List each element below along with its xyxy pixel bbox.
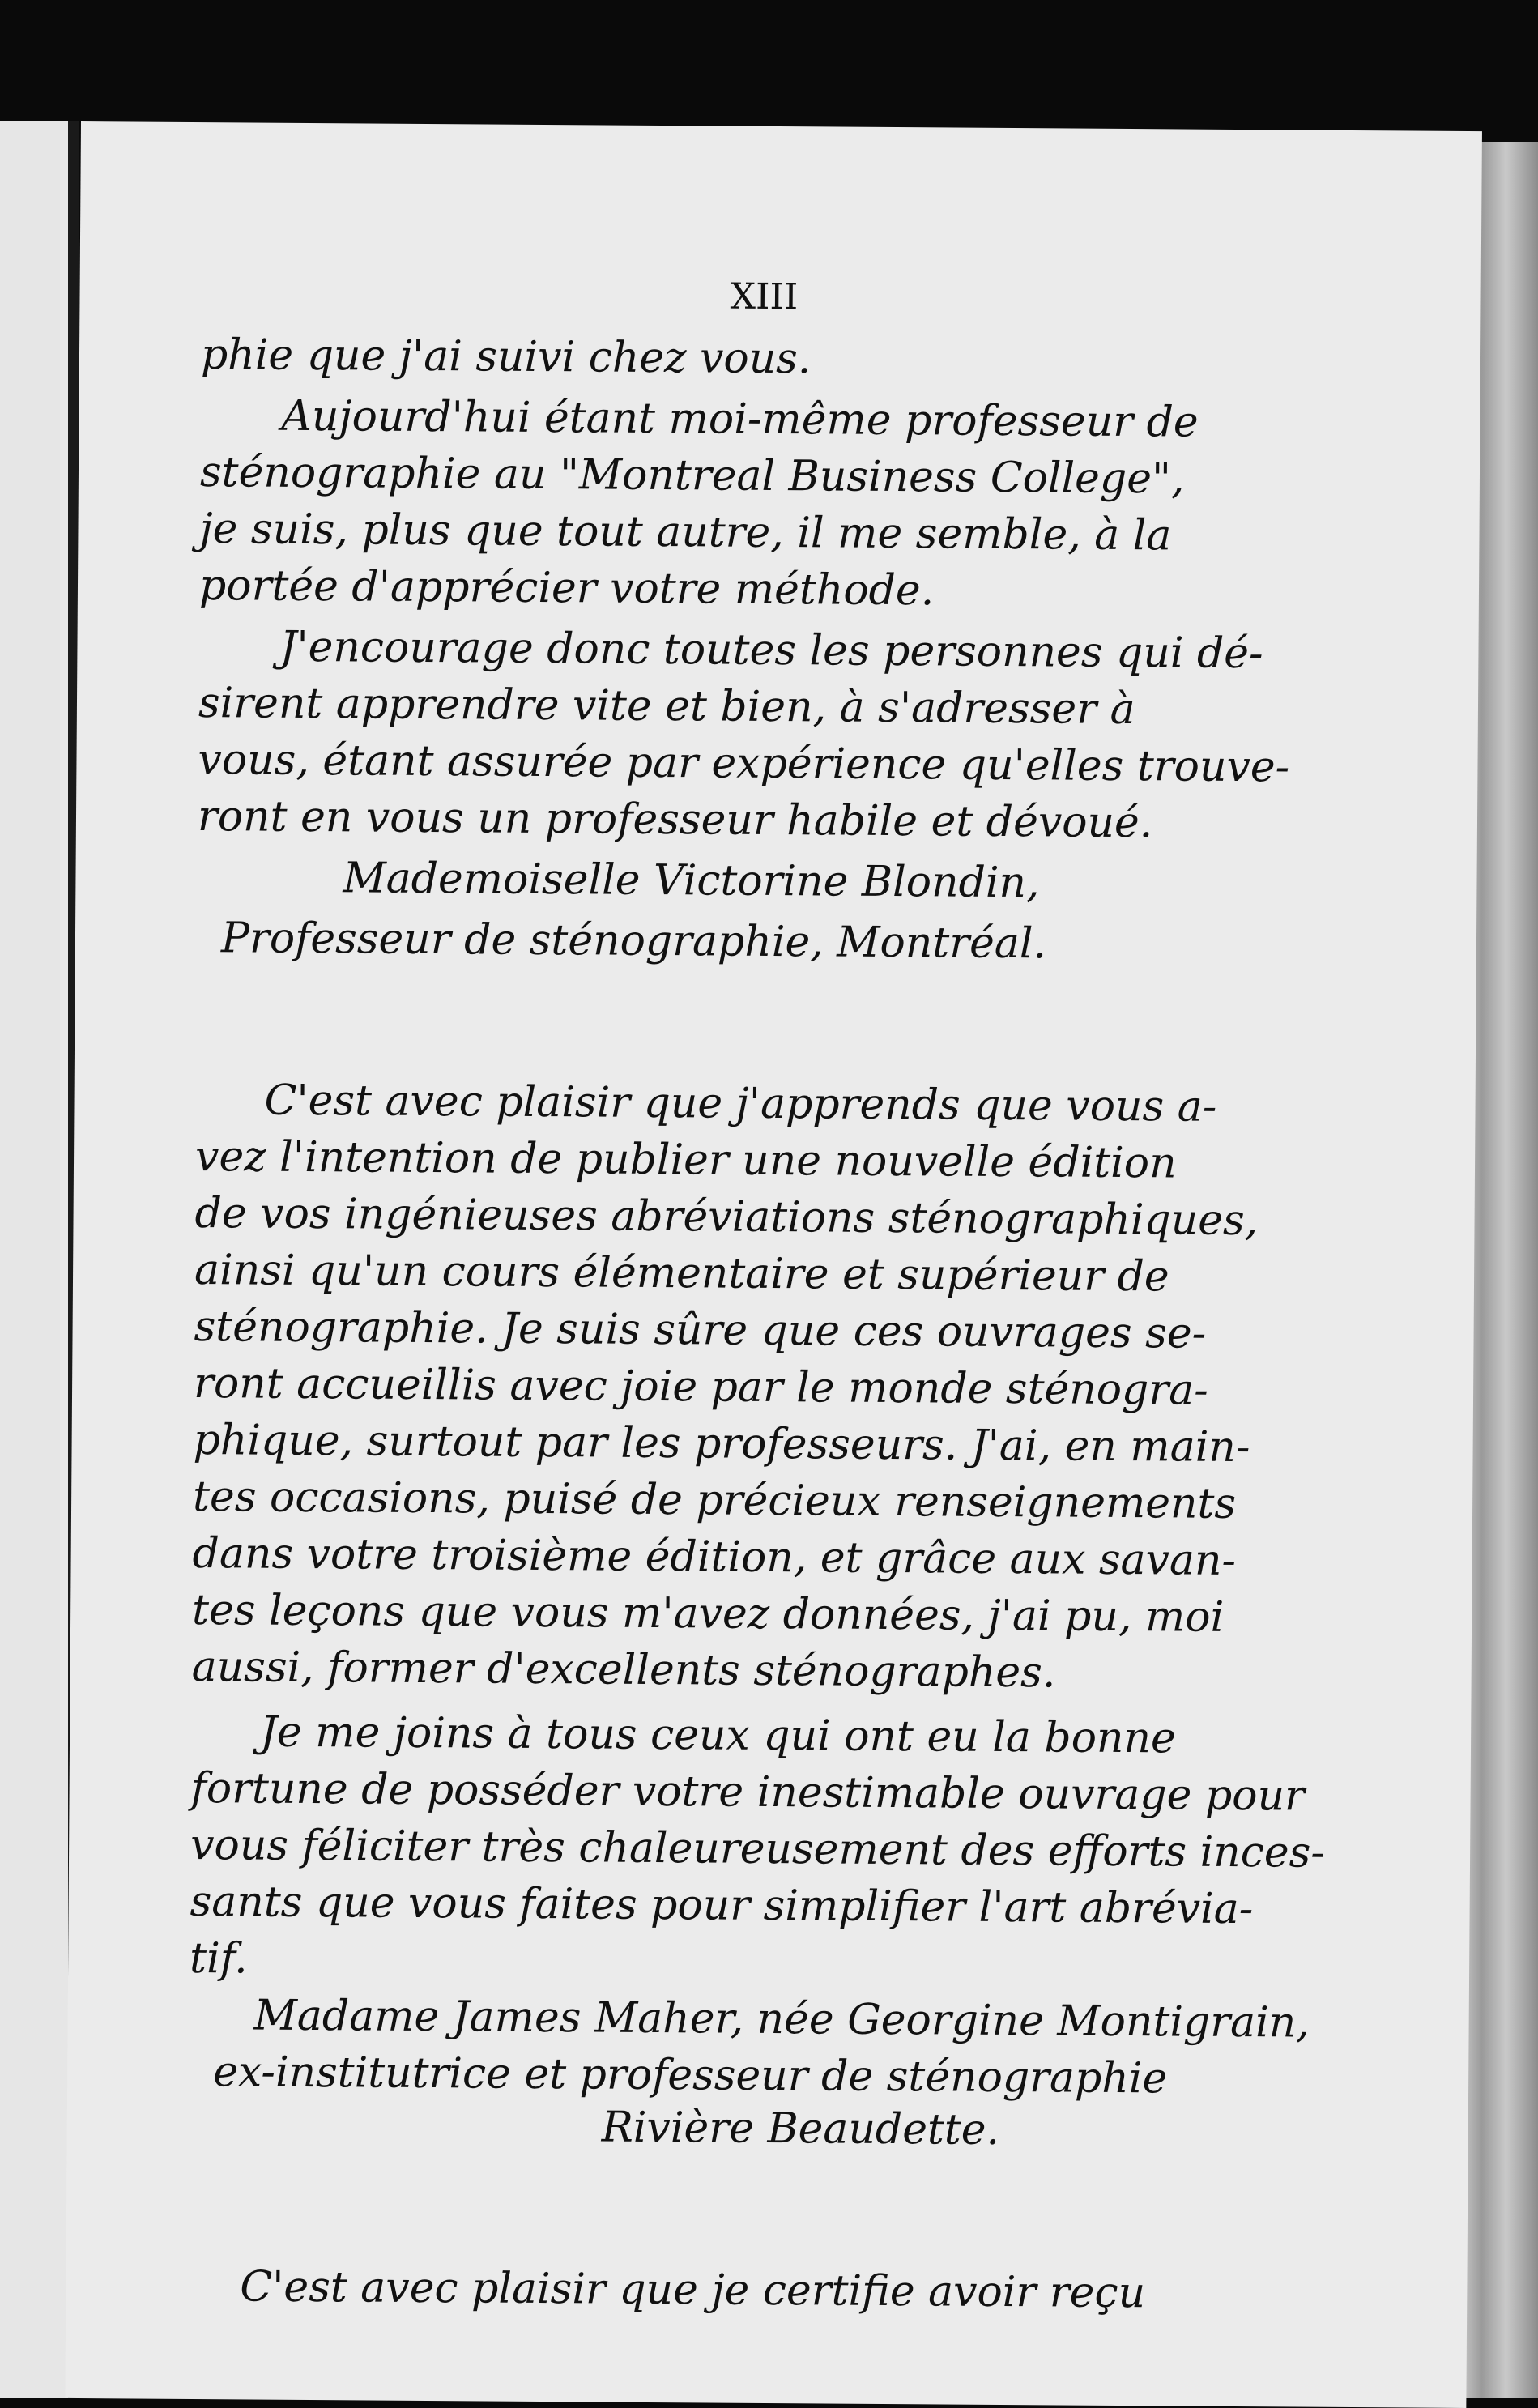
text-line: ront en vous un professeur habile et dévoué. [197,792,1153,848]
text-line: J'encourage donc toutes les personnes qui dé- [279,622,1263,679]
facing-page [0,121,75,2398]
text-line: C'est avec plaisir que j'apprends que vous a- [264,1076,1217,1132]
text-line: sirent apprendre vite et bien, à s'adresser à [198,679,1135,735]
text-line: Aujourd'hui étant moi-même professeur de [281,391,1199,447]
text-line: ront accueillis avec joie par le monde sténogra- [193,1359,1208,1415]
text-line: tes occasions, puisé de précieux renseignements [192,1473,1237,1528]
text-line: aussi, former d'excellents sténographes. [191,1643,1056,1698]
text-line: dans votre troisième édition, et grâce aux savan- [192,1529,1237,1585]
signature-title: Professeur de sténographie, Montréal. [220,914,1047,969]
text-line: vous féliciter très chaleureusement des efforts inces- [190,1820,1326,1877]
text-line: tif. [189,1933,248,1984]
text-line: portée d'apprécier votre méthode. [198,561,935,616]
text-line: phie que j'ai suivi chez vous. [200,330,812,384]
manuscript-page [65,121,1482,2408]
text-line: sants que vous faites pour simplifier l'art abrévia- [190,1877,1254,1934]
text-line: vez l'intention de publier une nouvelle édition [194,1132,1177,1188]
page-number: XIII [730,275,799,318]
text-line: je suis, plus que tout autre, il me semble, à la [199,505,1172,560]
signature-place: Rivière Beaudette. [601,2103,1000,2154]
text-line: sténographie. Je suis sûre que ces ouvrages se- [194,1302,1207,1358]
signature-name: Madame James Maher, née Georgine Montigrain, [253,1991,1310,2048]
text-line: C'est avec plaisir que je certifie avoir reçu [240,2262,1146,2318]
signature-name: Mademoiselle Victorine Blondin, [343,854,1040,908]
signature-title: ex-institutrice et professeur de sténographie [212,2048,1168,2103]
text-line: fortune de posséder votre inestimable ouvrage pour [190,1763,1306,1821]
text-line: Je me joins à tous ceux qui ont eu la bonne [259,1707,1176,1763]
text-line: vous, étant assurée par expérience qu'elles trouve- [198,735,1290,792]
text-line: tes leçons que vous m'avez données, j'ai pu, moi [191,1586,1225,1642]
text-line: ainsi qu'un cours élémentaire et supérieur de [194,1246,1169,1302]
text-line: sténographie au "Montreal Business College", [199,448,1185,504]
text-line: phique, surtout par les professeurs. J'ai, en main- [193,1416,1250,1473]
text-line: de vos ingénieuses abréviations sténographiques, [194,1189,1259,1246]
